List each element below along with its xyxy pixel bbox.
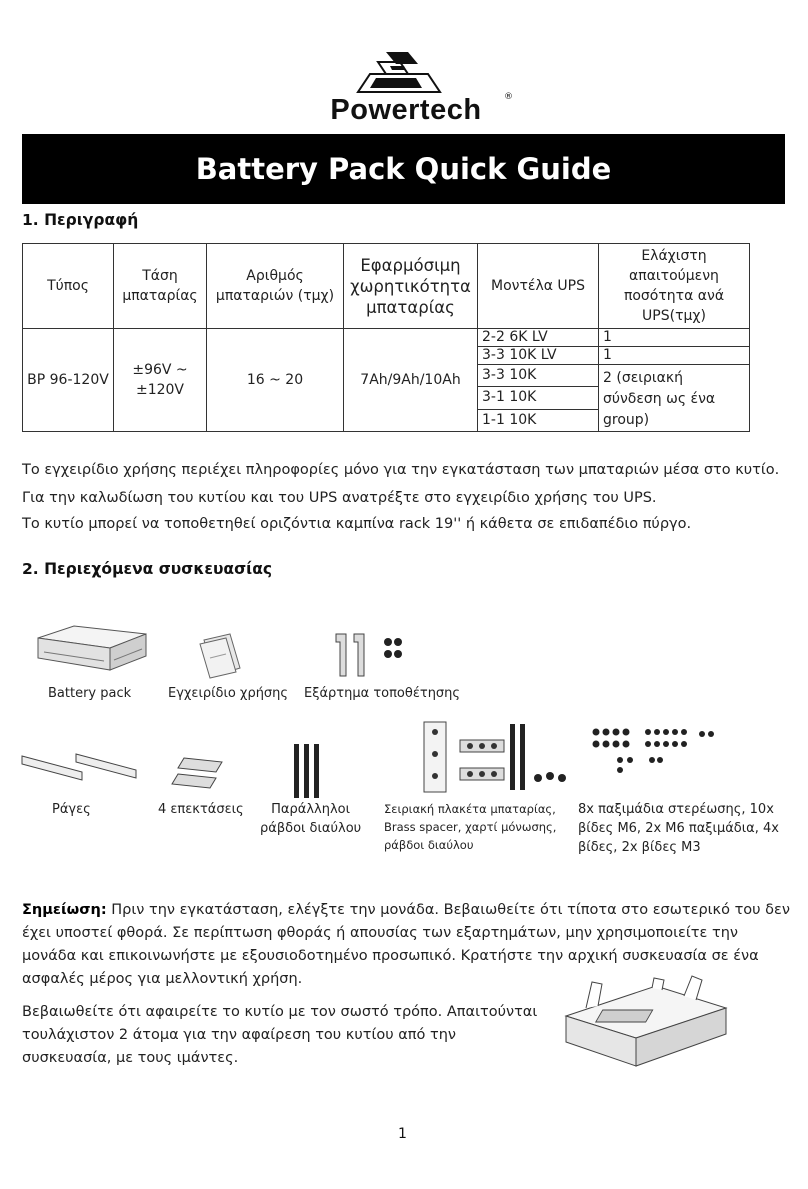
battery-pack-image [34, 624, 148, 674]
cell-capacity: 7Ah/9Ah/10Ah [344, 329, 478, 432]
caption-busbars-line1: Παράλληλοι [271, 802, 350, 817]
serial-board-image [410, 720, 570, 796]
section-1-heading: 1. Περιγραφή [22, 211, 139, 229]
caption-manual: Εγχειρίδιο χρήσης [168, 686, 289, 701]
brand-logo [290, 48, 522, 128]
cell-model: 3-1 10K [478, 387, 599, 409]
extensions-image [170, 756, 236, 792]
intro-paragraph-2: Για την καλωδίωση του κυτίου και του UPS ανατρέξτε στο εγχειρίδιο χρήσης του UPS. [22, 490, 657, 506]
page-number: 1 [398, 1126, 407, 1142]
logo-icon [290, 48, 522, 96]
cell-qty: 2 (σειριακή σύνδεση ως ένα group) [599, 365, 750, 432]
col-voltage: Τάση μπαταρίας [114, 244, 207, 329]
intro-paragraph-1: Το εγχειρίδιο χρήσης περιέχει πληροφορίες μόνο για την εγκατάσταση των μπαταριών μέσα στο κυτίο. [22, 462, 780, 478]
col-min-qty: Ελάχιστη απαιτούμενη ποσότητα ανά UPS(τμχ) [599, 244, 750, 329]
section-2-heading: 2. Περιεχόμενα συσκευασίας [22, 560, 273, 578]
spec-table [22, 243, 750, 432]
note-text: Πριν την εγκατάσταση, ελέγξτε την μονάδα. Βεβαιωθείτε ότι τίποτα στο εσωτερικό του δεν έχει υποστεί φθορά. Σε περίπτωση φθοράς ή απουσίας των εξαρτημάτων, μην χρησιμοποιείτε την μονάδα και επικοινωνήστε με εξουσιοδοτημένο προσωπικό. Κρατήστε την αρχική συσκευασία σε ένα ασφαλές μέρος για μελλοντική χρήση. [22, 902, 790, 987]
caption-serial-line3: ράβδοι διαύλου [384, 838, 474, 852]
screws-image [590, 726, 720, 776]
cell-model: 3-3 10K [478, 365, 599, 387]
cell-count: 16 ~ 20 [207, 329, 344, 432]
caption-screws-line3: βίδες, 2x βίδες M3 [578, 840, 701, 855]
cell-voltage: ±96V ~ ±120V [114, 329, 207, 432]
caption-battery-pack: Battery pack [48, 686, 132, 701]
registered-mark: ® [504, 92, 513, 102]
cell-model: 3-3 10K LV [478, 347, 599, 365]
box-removal-image [556, 980, 734, 1072]
caption-screws [578, 800, 779, 857]
title-banner [22, 134, 785, 204]
col-count: Αριθμός μπαταριών (τμχ) [207, 244, 344, 329]
caption-serial-line1: Σειριακή πλακέτα μπαταρίας, [384, 802, 556, 816]
note-label: Σημείωση: [22, 902, 107, 918]
rails-image [20, 748, 138, 788]
manual-image [196, 632, 244, 678]
cell-model: 1-1 10K [478, 409, 599, 431]
page-title: Battery Pack Quick Guide [195, 152, 612, 186]
cell-type: BP 96-120V [23, 329, 114, 432]
intro-paragraph-3: Το κυτίο μπορεί να τοποθετηθεί οριζόντια καμπίνα rack 19'' ή κάθετα σε επιδαπέδιο πύργο. [22, 516, 692, 532]
caption-serial-line2: Brass spacer, χαρτί μόνωσης, [384, 820, 557, 834]
brand-name: Powertech [330, 94, 482, 126]
caption-mounting-kit: Εξάρτημα τοποθέτησης [304, 686, 461, 701]
caption-rails: Ράγες [52, 802, 91, 817]
caption-screws-line2: βίδες M6, 2x M6 παξιμάδια, 4x [578, 821, 779, 836]
caption-busbars-line2: ράβδοι διαύλου [260, 821, 362, 836]
mounting-kit-image [330, 630, 414, 678]
table-row [23, 329, 750, 347]
caption-serial-board [384, 800, 556, 854]
cell-model: 2-2 6K LV [478, 329, 599, 347]
col-capacity: Εφαρμόσιμη χωρητικότητα μπαταρίας [344, 244, 478, 329]
note-paragraph [22, 899, 792, 991]
cell-qty: 1 [599, 329, 750, 347]
removal-paragraph: Βεβαιωθείτε ότι αφαιρείτε το κυτίο με τον σωστό τρόπο. Απαιτούνται τουλάχιστον 2 άτομα για την αφαίρεση του κυτίου από την συσκευασία, με τους ιμάντες. [22, 1004, 538, 1066]
caption-screws-line1: 8x παξιμάδια στερέωσης, 10x [578, 802, 774, 817]
busbars-image [290, 742, 324, 800]
caption-busbars [260, 800, 361, 838]
col-models: Μοντέλα UPS [478, 244, 599, 329]
caption-extensions: 4 επεκτάσεις [158, 802, 244, 817]
col-type: Τύπος [23, 244, 114, 329]
cell-qty: 1 [599, 347, 750, 365]
table-header-row [23, 244, 750, 329]
